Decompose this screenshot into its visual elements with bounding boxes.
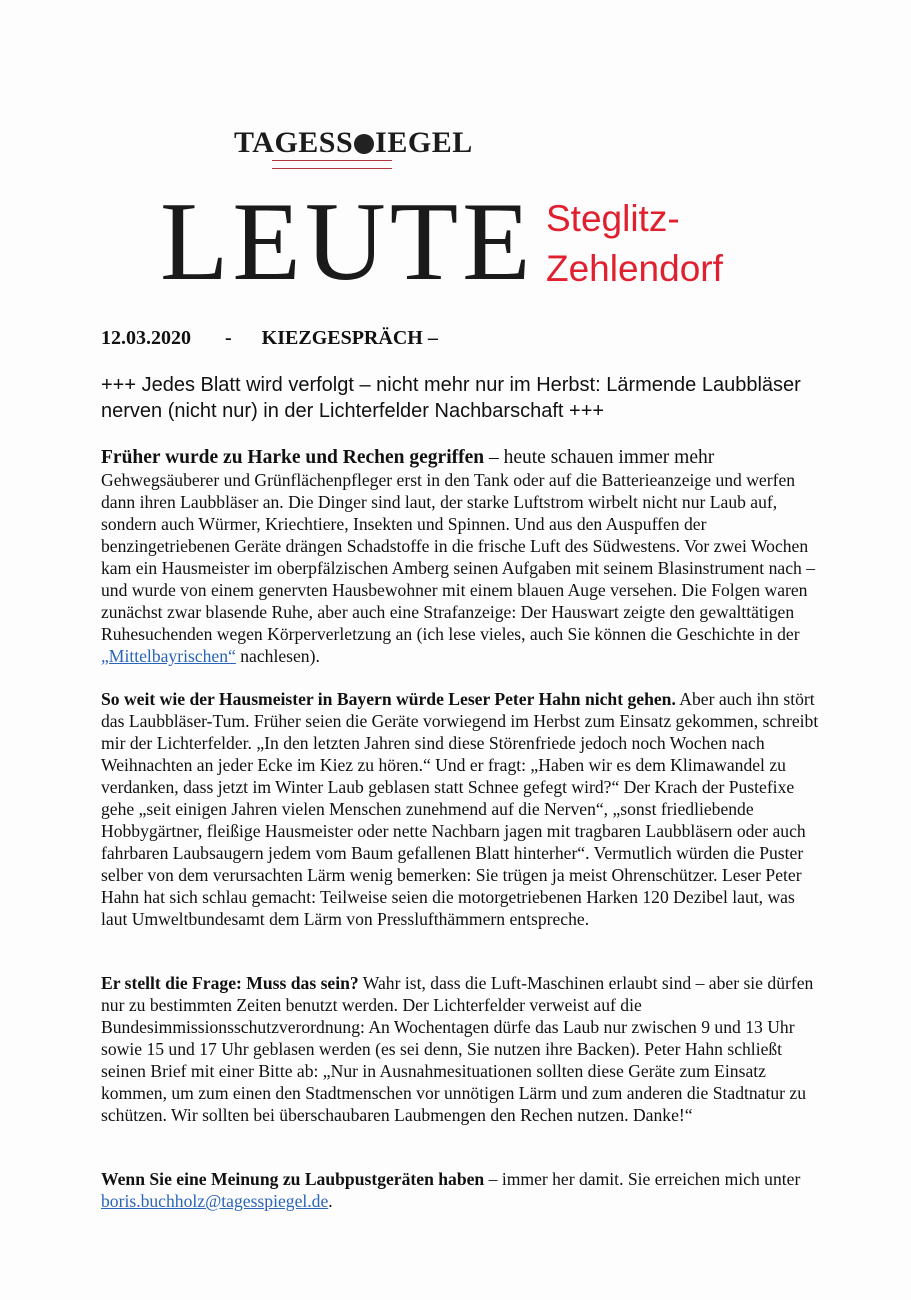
- paragraph-1-body: Gehwegsäuberer und Grünflächenpfleger erst in den Tank oder auf die Batterieanzeige und werfen dann ihren Laubbläser an. Die Dinger sind laut, der starke Luftstrom wirbelt nicht nur Laub auf, sondern auch Würmer, Kriechtiere, Insekten und Spinnen. Und aus den Auspuffen der benzingetriebenen Geräte drängen Schadstoffe in die frische Luft des Südwestens. Vor zwei Wochen kam ein Hausmeister im oberpfälzischen Amberg seinen Aufgaben mit seinem Blasinstrument nach – und wurde von einem genervten Hausbewohner mit einem blauen Auge versehen. Die Folgen waren zunächst zwar blasende Ruhe, aber auch eine Strafanzeige: Der Hauswart zeigte den gewalttätigen Ruhesuchenden wegen Körperverletzung an (ich lese vieles, auch Sie können die Geschichte in der: [101, 470, 815, 644]
- district-line-2: Zehlendorf: [546, 248, 723, 289]
- paragraph-3-body: Wahr ist, dass die Luft-Maschinen erlaubt sind – aber sie dürfen nur zu bestimmten Zeiten benutzt werden. Der Lichterfelder verweist auf die Bundesimmissionsschutzverordnung: An Wochentagen dürfe das Laub nur zwischen 9 und 13 Uhr sowie 15 und 17 Uhr geblasen werden (es sei denn, Sie nutzen ihre Backen). Peter Hahn schließt seinen Brief mit einer Bitte ab: „Nur in Ausnahmesituationen sollten diese Geräte zum Einsatz kommen, um zum einen den Stadtmenschen vor unnötigen Lärm und zum anderen die Stadtnatur zu schützen. Wir sollten bei überschaubaren Laubmengen den Rechen nutzen. Danke!“: [101, 973, 814, 1125]
- logo-text-left: TAGESS: [234, 126, 354, 159]
- paragraph-2: [101, 688, 823, 930]
- paragraph-1-end: nachlesen).: [235, 646, 320, 666]
- article-subhead: +++ Jedes Blatt wird verfolgt – nicht mehr nur im Herbst: Lärmende Laubbläser nerven (nicht nur) in der Lichterfelder Nachbarschaft +++: [101, 374, 801, 422]
- paragraph-2-lead: So weit wie der Hausmeister in Bayern würde Leser Peter Hahn nicht gehen.: [101, 689, 676, 709]
- paragraph-4-lead: Wenn Sie eine Meinung zu Laubpustgeräten haben: [101, 1169, 485, 1189]
- paragraph-1-lead: Früher wurde zu Harke und Rechen gegriffen: [101, 447, 485, 468]
- newsletter-title: LEUTE: [160, 180, 535, 304]
- mittelbayrische-link[interactable]: „Mittelbayrischen“: [101, 646, 236, 666]
- logo-text-right: IEGEL: [375, 126, 473, 159]
- paragraph-2-body: Aber auch ihn stört das Laubbläser-Tum. Früher seien die Geräte vorwiegend im Herbst zum Einsatz gekommen, schreibt mir der Lichterfelder. „In den letzten Jahren sind diese Störenfriede jedoch noch Wochen nach Weihnachten an jeder Ecke im Kiez zu hören.“ Und er fragt: „Haben wir es dem Klimawandel zu verdanken, dass jetzt im Winter Laub geblasen statt Schnee gefegt wird?“ Der Krach der Pustefixe gehe „seit einigen Jahren vielen Menschen zunehmend auf die Nerven“, „sonst friedliebende Hobbygärtner, fleißige Hausmeister oder nette Nachbarn jagen mit tragbaren Laubbläsern oder auch fahrbaren Laubsaugern jedem vom Baum gefallenen Blatt hinterher“. Vermutlich würden die Puster selber von dem verursachten Lärm wenig bemerken: Sie trügen ja meist Ohrenschützer. Leser Peter Hahn hat sich schlau gemacht: Teilweise seien die motorgetriebenen Harken 120 Dezibel laut, was laut Umweltbundesamt dem Lärm von Presslufthämmern entspreche.: [101, 689, 819, 929]
- author-email-link[interactable]: boris.buchholz@tagesspiegel.de: [101, 1191, 329, 1211]
- paragraph-4: [101, 1168, 823, 1212]
- paragraph-3-lead: Er stellt die Frage: Muss das sein?: [101, 973, 359, 993]
- dateline: [101, 327, 438, 350]
- district-label: [546, 194, 723, 294]
- section-name: KIEZGESPRÄCH –: [261, 327, 438, 349]
- paragraph-1: [101, 446, 823, 667]
- dateline-separator: -: [225, 327, 232, 349]
- paragraph-1-lead-rest: – heute schauen immer mehr: [484, 447, 715, 468]
- paragraph-3: [101, 972, 823, 1126]
- tagesspiegel-logo: [234, 126, 473, 160]
- globe-icon: [354, 134, 374, 154]
- paragraph-4-end: .: [328, 1191, 333, 1211]
- district-line-1: Steglitz-: [546, 198, 680, 239]
- issue-date: 12.03.2020: [101, 327, 191, 349]
- logo-ribbon: [272, 160, 392, 169]
- paragraph-4-body: – immer her damit. Sie erreichen mich unter: [484, 1169, 801, 1189]
